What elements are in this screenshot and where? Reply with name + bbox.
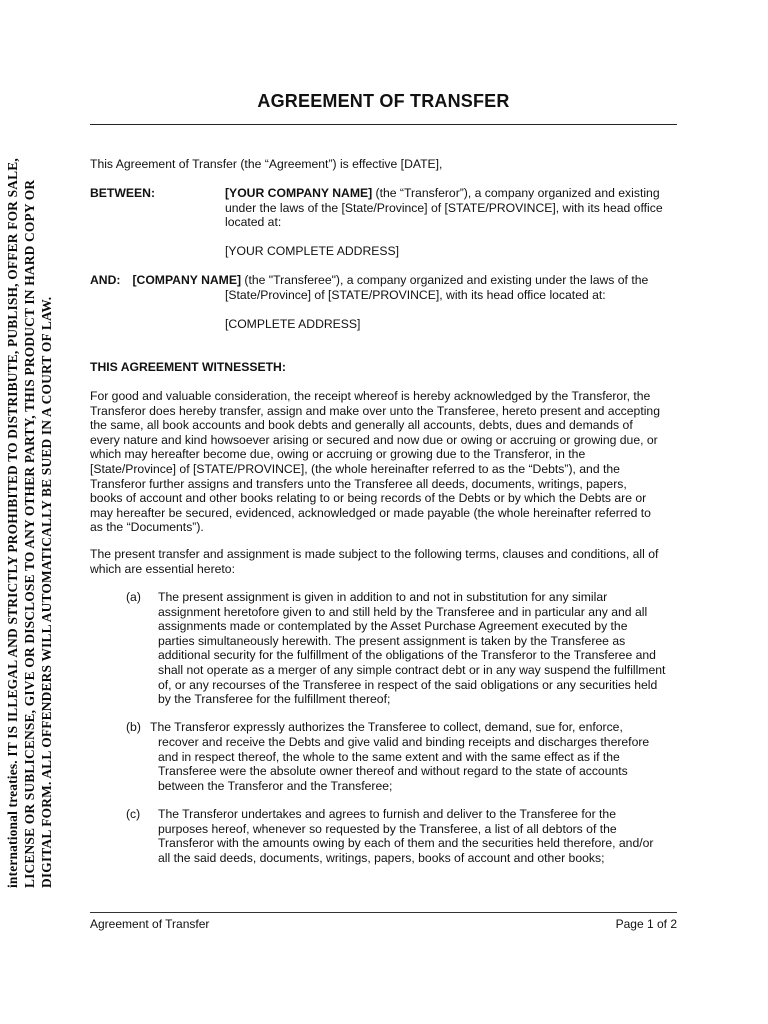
clause-line: assignments made or contemplated by the Asset Purchase Agreement executed by the xyxy=(158,619,628,634)
transferor-line: under the laws of the [State/Province] of [STATE/PROVINCE], with its head office xyxy=(225,200,663,215)
and-label: AND: xyxy=(90,273,121,287)
footer-page-number: Page 1 of 2 xyxy=(615,917,677,931)
transferee-name: [COMPANY NAME] xyxy=(132,273,242,287)
terms-paragraph xyxy=(90,547,658,576)
clause-line: The Transferor undertakes and agrees to furnish and deliver to the Transferee for the xyxy=(158,807,616,821)
paragraph-line: as the “Documents”). xyxy=(90,520,204,535)
clause-line: additional security for the fulfillment of the obligations of the Transferor to the Transferee and xyxy=(158,648,656,663)
clause-line: parties simultaneously herewith. The present assignment is taken by the Transferee as xyxy=(158,633,626,648)
transferor-line: located at: xyxy=(225,215,282,230)
between-label: BETWEEN: xyxy=(90,186,155,200)
paragraph-line: which may hereafter become due, owing or accruing or growing due to the Transferor, in the xyxy=(90,447,586,462)
footer-document-name: Agreement of Transfer xyxy=(90,917,210,931)
transferor-line: (the “Transferor”), a company organized and existing xyxy=(372,186,660,200)
transferee-line: (the "Transferee"), a company organized and existing under the laws of the xyxy=(241,273,649,287)
paragraph-line: every nature and kind howsoever arising or secured and now due or owing or accruing or growing due, or xyxy=(90,432,658,447)
transferor-name: [YOUR COMPANY NAME] xyxy=(225,186,373,200)
clause-line: all the said deeds, documents, writings, papers, books of account and other books; xyxy=(158,850,605,865)
legal-watermark xyxy=(0,0,62,900)
clause-line: purposes hereof, whenever so requested by the Transferee, a list of all debtors of the xyxy=(158,821,617,836)
consideration-paragraph xyxy=(90,389,660,535)
clause-line: assignment heretofore given to and still held by the Transferee and in particular any and all xyxy=(158,604,648,619)
watermark-line: LICENSE OR SUBLICENSE, GIVE OR DISCLOSE TO ANY OTHER PARTY, THIS PRODUCT IN HARD COPY OR xyxy=(22,179,37,888)
clause-a-text xyxy=(158,590,665,707)
clause-line: by the Transferee for the fulfillment thereof; xyxy=(158,692,391,707)
watermark-line: international treaties. IT IS ILLEGAL AND STRICTLY PROHIBITED TO DISTRIBUTE, PUBLISH, OFFER FOR SALE, xyxy=(5,158,20,888)
intro-sentence: This Agreement of Transfer (the “Agreement”) is effective [DATE], xyxy=(90,157,443,171)
paragraph-line: [State/Province] of [STATE/PROVINCE], (the whole hereinafter referred to as the “Debts”), and the xyxy=(90,461,620,476)
paragraph-line: Transferor further assigns and transfers unto the Transferee all deeds, documents, writings, papers, xyxy=(90,476,627,491)
paragraph-line: the same, all book accounts and book debts and generally all accounts, debts, dues and demands of xyxy=(90,418,633,433)
watermark-line: DIGITAL FORM. ALL OFFENDERS WILL AUTOMATICALLY BE SUED IN A COURT OF LAW. xyxy=(39,296,54,888)
clause-c-label: (c) xyxy=(126,807,141,821)
paragraph-line: may hereafter be secured, evidenced, acknowledged or made payable (the whole hereinafter referred to xyxy=(90,505,651,520)
watermark-text xyxy=(4,0,55,888)
clause-line: Transferee were the absolute owner thereof and without regard to the state of accounts xyxy=(158,764,628,779)
clause-line: and in respect thereof, the whole to the same extent and with the same effect as if the xyxy=(158,749,620,764)
footer-divider xyxy=(90,912,677,913)
document-title: AGREEMENT OF TRANSFER xyxy=(257,91,510,111)
clause-line: shall not operate as a merger of any simple contract debt or in any way suspend the fulfillment xyxy=(158,662,666,677)
clause-line: between the Transferor and the Transferee; xyxy=(158,778,393,793)
clause-c-text xyxy=(158,807,653,865)
witnesseth-heading: THIS AGREEMENT WITNESSETH: xyxy=(90,360,286,374)
paragraph-line: books of account and other books relating to or being records of the Debts or by which the Debts are or xyxy=(90,491,647,506)
clause-line: recover and receive the Debts and give valid and binding receipts and discharges therefore xyxy=(158,735,650,749)
paragraph-line: For good and valuable consideration, the receipt whereof is hereby acknowledged by the Transferor, the xyxy=(90,389,651,403)
clause-b-text xyxy=(158,735,649,793)
paragraph-line: The present transfer and assignment is made subject to the following terms, clauses and conditions, all of xyxy=(90,547,659,561)
paragraph-line: Transferor does hereby transfer, assign and make over unto the Transferee, hereto present and accepting xyxy=(90,403,660,418)
transferee-block xyxy=(90,273,648,288)
clause-line: of, or any recourses of the Transferee in respect of the said obligations or any securities held xyxy=(158,677,658,692)
clause-line: The Transferor expressly authorizes the Transferee to collect, demand, sue for, enforce, xyxy=(150,720,623,734)
transferor-block xyxy=(225,186,663,230)
clause-a-label: (a) xyxy=(126,590,141,604)
clause-line: Transferor with the amounts owing by each of them and the securities held therefore, and/or xyxy=(158,836,654,851)
transferor-address: [YOUR COMPLETE ADDRESS] xyxy=(225,244,400,258)
clause-line: The present assignment is given in addition to and not in substitution for any similar xyxy=(158,590,608,604)
transferee-line: [State/Province] of [STATE/PROVINCE], with its head office located at: xyxy=(225,288,606,302)
transferee-address: [COMPLETE ADDRESS] xyxy=(225,317,361,331)
paragraph-line: which are essential hereto: xyxy=(90,561,235,576)
title-divider xyxy=(90,124,677,125)
clause-b-label: (b) xyxy=(126,720,141,734)
